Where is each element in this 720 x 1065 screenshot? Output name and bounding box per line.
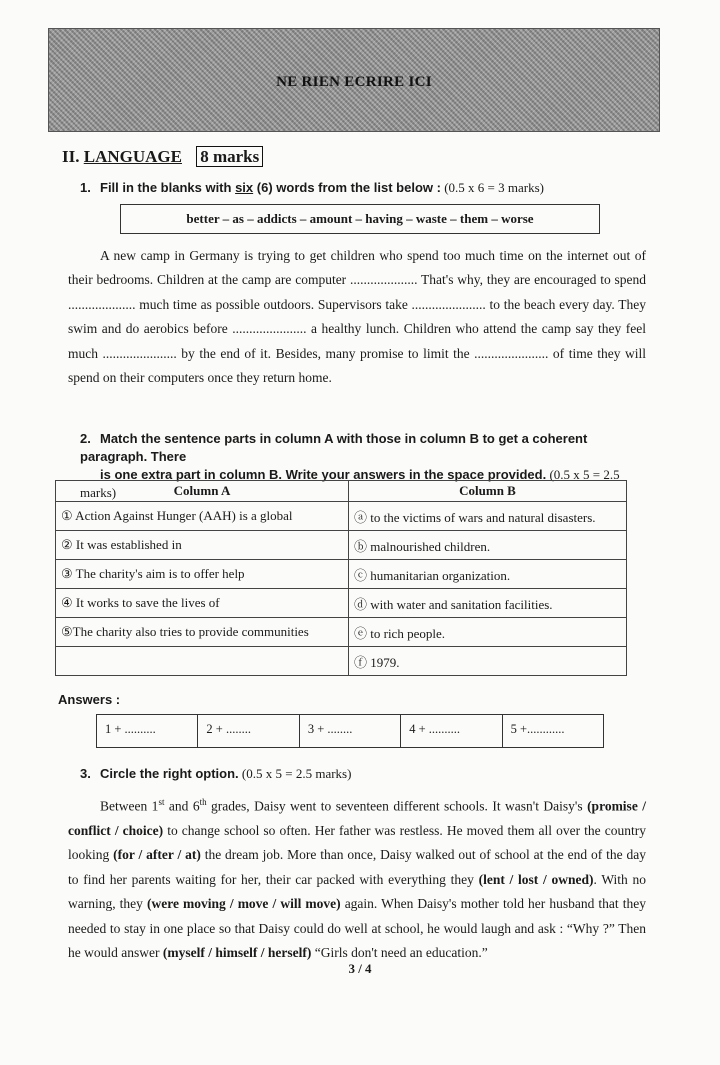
table-row xyxy=(56,589,627,618)
section-title xyxy=(62,147,263,167)
page-number: 3 / 4 xyxy=(348,961,372,976)
table-row xyxy=(56,531,627,560)
q1-paragraph xyxy=(68,244,646,390)
column-a-cell: ③ The charity's aim is to offer help xyxy=(56,560,349,589)
column-b-cell: ⓕ 1979. xyxy=(349,647,627,676)
column-b-cell: ⓐ to the victims of wars and natural disasters. xyxy=(349,502,627,531)
option-group-4[interactable]: (were moving / move / will move) xyxy=(147,896,341,912)
q2-points: (0.5 x 5 = 2.5 marks) xyxy=(80,467,620,500)
section-number: II. xyxy=(62,147,80,166)
q3-paragraph xyxy=(68,790,646,965)
option-group-3[interactable]: (lent / lost / owned) xyxy=(478,871,594,887)
banner-text: NE RIEN ECRIRE ICI xyxy=(276,74,432,90)
column-a-cell: ② It was established in xyxy=(56,531,349,560)
column-a-header: Column A xyxy=(56,481,349,502)
q3-number: 3. xyxy=(80,766,91,781)
answer-field-5[interactable]: 5 +............ xyxy=(502,715,603,747)
section-name: LANGUAGE xyxy=(83,147,182,166)
do-not-write-banner xyxy=(48,28,660,132)
q1-text: A new camp in Germany is trying to get children who spend too much time on the internet out of their bedrooms. Children at the camp are computer .................... That's why, they are encouraged to spend .................... much time as possible outdoors. Supervisors take ...................... to the beach every day. They swim and do aerobics before ...................... a healthy lunch. Children who attend the camp say they feel much ...................... by the end of it. Besides, many promise to limit the ...................... of time they will spend on their computers once they return home. xyxy=(68,248,646,386)
column-a-cell: ⑤The charity also tries to provide communities xyxy=(56,618,349,647)
answers-box xyxy=(96,714,604,748)
q3-text: Between 1st and 6th grades, Daisy went to seventeen different schools. It wasn't Daisy's (promise / conflict / choice) to change school so often. Her father was restless. He moved them all over the country looking (for / after / at) the dream job. More than once, Daisy walked out of school at the end of the day to find her parents waiting for her, their car packed with everything they (lent / lost / owned). With no warning, they (were moving / move / will move) again. When Daisy's mother told her husband that they needed to stay in one place so that Daisy could do well at school, he would laugh and ask : “Why ?” Then he would answer (myself / himself / herself) “Girls don't need an education.” xyxy=(68,797,647,960)
q3-points: (0.5 x 5 = 2.5 marks) xyxy=(238,766,352,781)
q1-instruction: 1. Fill in the blanks with six (6) words from the list below : (0.5 x 6 = 3 marks) xyxy=(80,180,544,195)
answer-field-4[interactable]: 4 + .......... xyxy=(400,715,501,747)
table-row xyxy=(56,618,627,647)
q2-number: 2. xyxy=(80,431,91,446)
column-a-cell: ① Action Against Hunger (AAH) is a global xyxy=(56,502,349,531)
answers-label: Answers : xyxy=(58,692,121,707)
answer-field-2[interactable]: 2 + ........ xyxy=(197,715,298,747)
column-b-cell: ⓒ humanitarian organization. xyxy=(349,560,627,589)
column-b-header: Column B xyxy=(349,481,627,502)
q1-points: (0.5 x 6 = 3 marks) xyxy=(440,180,544,195)
answer-field-1[interactable]: 1 + .......... xyxy=(105,722,156,736)
table-row xyxy=(56,647,627,676)
column-b-cell: ⓔ to rich people. xyxy=(349,618,627,647)
section-marks: 8 marks xyxy=(196,146,263,167)
option-group-2[interactable]: (for / after / at) xyxy=(113,847,201,863)
table-row xyxy=(56,502,627,531)
matching-table xyxy=(55,480,627,676)
column-b-cell: ⓓ with water and sanitation facilities. xyxy=(349,589,627,618)
column-b-cell: ⓑ malnourished children. xyxy=(349,531,627,560)
option-group-1[interactable]: (promise / conflict / choice) xyxy=(68,798,647,838)
option-group-5[interactable]: (myself / himself / herself) xyxy=(162,944,312,960)
q3-instruction: 3. Circle the right option. (0.5 x 5 = 2.5 marks) xyxy=(80,766,352,781)
q1-number: 1. xyxy=(80,180,91,195)
table-row xyxy=(56,560,627,589)
q2-instruction: 2. Match the sentence parts in column A with those in column B to get a coherent paragraph. There is one extra part in column B. Write your answers in the space provided. (0.5 x 5 = 2.5 marks) xyxy=(80,431,620,500)
word-list-box: better – as – addicts – amount – having – waste – them – worse xyxy=(120,204,600,234)
column-a-cell xyxy=(56,647,349,676)
table-header-row xyxy=(56,481,627,502)
column-a-cell: ④ It works to save the lives of xyxy=(56,589,349,618)
answer-field-3[interactable]: 3 + ........ xyxy=(299,715,400,747)
